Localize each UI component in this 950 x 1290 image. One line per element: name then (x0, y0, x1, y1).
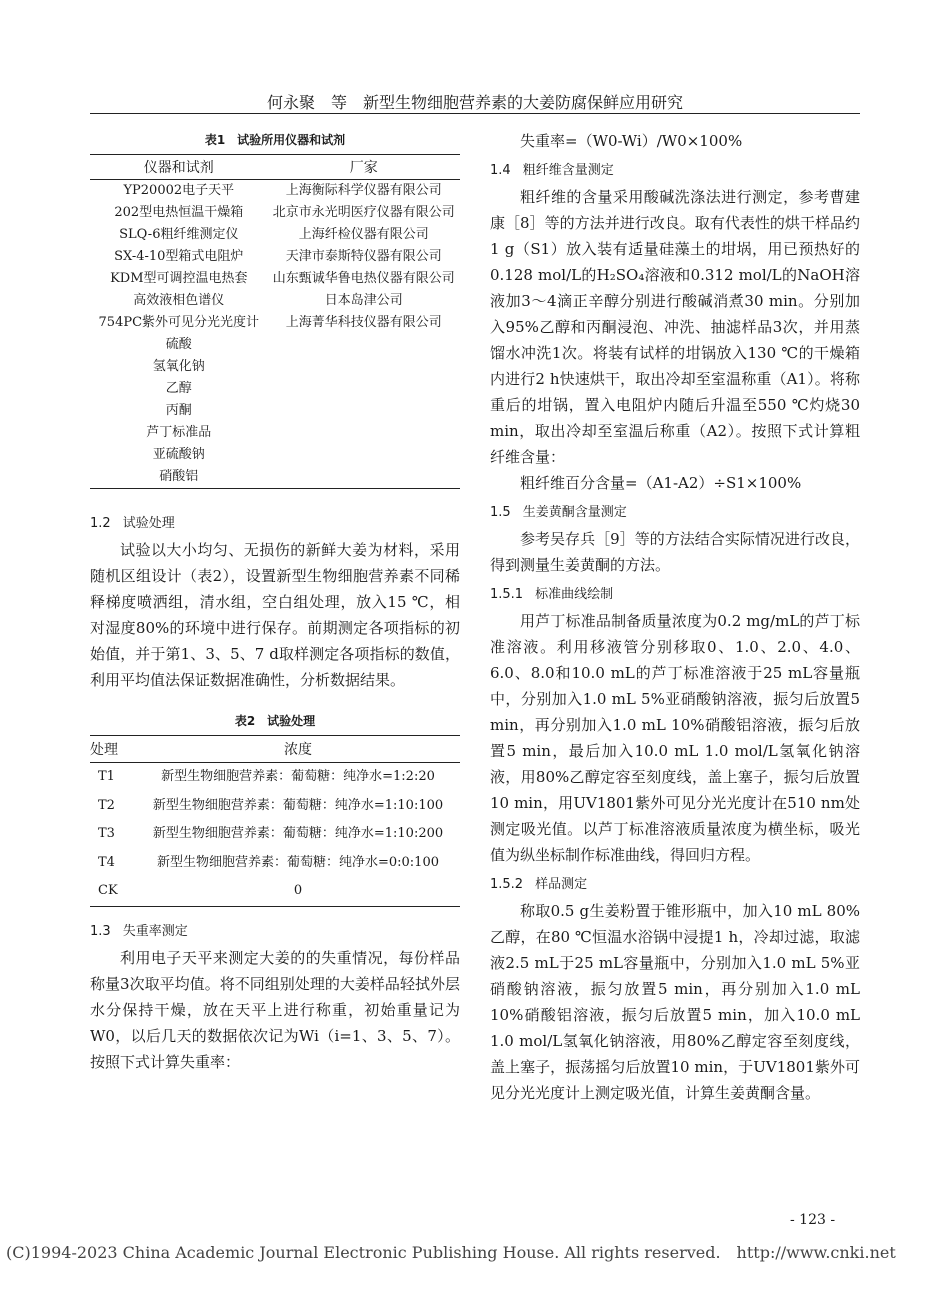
table1 (90, 154, 460, 489)
copyright-notice: (C)1994-2023 China Academic Journal Electronic Publishing House. All rights reserved. http://www.cnki.net (6, 1243, 896, 1262)
section-1-3-paragraph: 利用电子天平来测定大姜的的失重情况，每份样品称量3次取平均值。将不同组别处理的大姜样品轻拭外层水分保持干燥，放在天平上进行称重，初始重量记为W0，以后几天的数据依次记为Wi（i=1、3、5、7）。按照下式计算失重率： (90, 948, 460, 1071)
table1-cell: YP20002电子天平 (123, 183, 235, 198)
table1-cell (268, 334, 460, 356)
section-number: 1.4 (490, 163, 511, 178)
table2-cell: 新型生物细胞营养素：葡萄糖：纯净水=0:0:100 (156, 854, 439, 870)
section-1-5-heading (490, 500, 860, 526)
right-column (490, 128, 860, 1106)
table-row (90, 820, 460, 849)
section-number: 1.5.1 (490, 587, 524, 602)
weight-loss-formula: 失重率=（W0-Wi）/W0×100% (520, 132, 743, 150)
table1-cell (268, 356, 460, 378)
table-row (90, 849, 460, 878)
section-1-4-heading (490, 158, 860, 184)
table1-cell: 754PC紫外可见分光光度计 (98, 315, 260, 330)
table1-cell: 亚硫酸钠 (152, 447, 205, 462)
section-title: 生姜黄酮含量测定 (522, 505, 627, 520)
table-row (90, 290, 460, 312)
table1-cell (268, 444, 460, 466)
table2 (90, 735, 460, 907)
section-1-5-2-paragraph: 称取0.5 g生姜粉置于锥形瓶中，加入10 mL 80%乙醇，在80 ℃恒温水浴锅中浸提1 h，冷却过滤，取滤液2.5 mL于25 mL容量瓶中，分别加入1.0 mL 5%亚硝酸钠溶液，振匀放置5 min，再分别加入1.0 mL 10%硝酸铝溶液，振匀后放置5 min，加入10.0 mL 1.0 mol/L氢氧化钠溶液，用80%乙醇定容至刻度线，盖上塞子，振荡摇匀后放置10 min，于UV1801紫外可见分光光度计上测定吸光值，计算生姜黄酮含量。 (490, 902, 860, 1102)
section-title: 试验处理 (122, 516, 175, 531)
table-row (90, 224, 460, 246)
section-1-5-2-heading (490, 872, 860, 898)
table1-cell: 氢氧化钠 (152, 359, 205, 374)
section-1-2-heading (90, 511, 460, 537)
table2-caption: 表2 试验处理 (234, 714, 316, 728)
table2-header-treatment: 处理 (90, 736, 136, 763)
section-1-2-paragraph: 试验以大小均匀、无损伤的新鲜大姜为材料，采用随机区组设计（表2），设置新型生物细胞营养素不同稀释梯度喷洒组，清水组，空白组处理，放入15 ℃，相对湿度80%的环境中进行保存。前期测定各项指标的初始值，并于第1、3、5、7 d取样测定各项指标的数值，利用平均值法保证数据准确性，分析数据结果。 (90, 541, 460, 689)
section-number: 1.2 (90, 516, 111, 531)
table1-cell: SX-4-10型箱式电阻炉 (114, 249, 244, 264)
table1-cell: SLQ-6粗纤维测定仪 (119, 227, 239, 242)
section-1-3-heading (90, 919, 460, 945)
section-number: 1.5 (490, 505, 511, 520)
left-column (90, 128, 460, 1075)
section-title: 样品测定 (535, 877, 588, 892)
table2-cell: 0 (293, 883, 303, 898)
table1-cell: 上海衡际科学仪器有限公司 (285, 183, 442, 198)
table1-cell: 202型电热恒温干燥箱 (114, 205, 244, 220)
table2-body (90, 763, 460, 907)
page-number: - 123 - (790, 1212, 836, 1228)
table-row (90, 180, 460, 203)
table-row (90, 466, 460, 489)
table1-header-instrument: 仪器和试剂 (90, 155, 268, 180)
table-row (90, 378, 460, 400)
table1-cell: 高效液相色谱仪 (133, 293, 225, 308)
table1-cell: 芦丁标准品 (146, 425, 212, 440)
table2-cell: CK (98, 883, 118, 898)
section-number: 1.3 (90, 923, 111, 939)
section-title: 失重率测定 (122, 923, 188, 939)
table2-cell: T4 (98, 854, 115, 870)
table1-cell: 乙醇 (165, 381, 192, 396)
section-1-5-paragraph: 参考吴存兵［9］等的方法结合实际情况进行改良，得到测量生姜黄酮的方法。 (490, 530, 860, 574)
table2-header-concentration: 浓度 (136, 736, 460, 763)
table-row (90, 792, 460, 821)
table-row (90, 877, 460, 906)
section-1-5-1-heading (490, 582, 860, 608)
table1-cell (268, 466, 460, 489)
table-row (90, 312, 460, 334)
section-title: 标准曲线绘制 (535, 587, 614, 602)
crude-fiber-formula: 粗纤维百分含量=（A1-A2）÷S1×100% (520, 474, 802, 492)
section-1-5-1-paragraph: 用芦丁标准品制备质量浓度为0.2 mg/mL的芦丁标准溶液。利用移液管分别移取0、1.0、2.0、4.0、6.0、8.0和10.0 mL的芦丁标准溶液于25 mL容量瓶中，分别加入1.0 mL 5%亚硝酸钠溶液，振匀后放置5 min，再分别加入1.0 mL 10%硝酸铝溶液，振匀后放置5 min，最后加入10.0 mL 1.0 mol/L氢氧化钠溶液，用80%乙醇定容至刻度线，盖上塞子，振匀后放置10 min，用UV1801紫外可见分光光度计在510 nm处测定吸光值。以芦丁标准溶液质量浓度为横坐标，吸光值为纵坐标制作标准曲线，得回归方程。 (490, 612, 860, 864)
table1-cell: 硝酸铝 (159, 469, 199, 484)
table1-cell: 上海纤检仪器有限公司 (298, 227, 429, 242)
table2-cell: 新型生物细胞营养素：葡萄糖：纯净水=1:2:20 (161, 769, 435, 784)
table-row (90, 202, 460, 224)
table-row (90, 763, 460, 792)
table1-cell (268, 378, 460, 400)
header-rule (90, 113, 860, 114)
table2-cell: T1 (98, 769, 115, 784)
table-row (90, 400, 460, 422)
table1-cell: 日本岛津公司 (324, 293, 403, 308)
section-title: 粗纤维含量测定 (522, 163, 614, 178)
table1-cell: 上海菁华科技仪器有限公司 (285, 315, 442, 330)
table1-cell (268, 422, 460, 444)
table1-header-manufacturer: 厂家 (268, 155, 460, 180)
table2-cell: 新型生物细胞营养素：葡萄糖：纯净水=1:10:200 (152, 826, 444, 841)
table-row (90, 422, 460, 444)
section-1-4-paragraph: 粗纤维的含量采用酸碱洗涤法进行测定，参考曹建康［8］等的方法并进行改良。取有代表性的烘干样品约1 g（S1）放入装有适量硅藻土的坩埚，用已预热好的0.128 mol/L的H₂SO₄溶液和0.312 mol/L的NaOH溶液加3～4滴正辛醇分别进行酸碱消煮30 min。分别加入95%乙醇和丙酮浸泡、冲洗、抽滤样品3次，并用蒸馏水冲洗1次。将装有试样的坩锅放入130 ℃的干燥箱内进行2 h快速烘干，取出冷却至室温称重（A1）。将称重后的坩锅，置入电阻炉内随后升温至550 ℃灼烧30 min，取出冷却至室温后称重（A2）。按照下式计算粗纤维含量： (490, 188, 860, 466)
table1-body (90, 180, 460, 489)
table-row (90, 356, 460, 378)
table2-cell: T3 (98, 826, 115, 841)
table1-caption: 表1 试验所用仪器和试剂 (204, 133, 346, 147)
running-header: 何永聚 等 新型生物细胞营养素的大姜防腐保鲜应用研究 (266, 93, 683, 112)
table1-cell: 硫酸 (165, 337, 192, 352)
table2-cell: 新型生物细胞营养素：葡萄糖：纯净水=1:10:100 (152, 797, 444, 813)
table-row (90, 268, 460, 290)
table1-cell: 北京市永光明医疗仪器有限公司 (272, 205, 455, 220)
table1-cell: 天津市泰斯特仪器有限公司 (285, 249, 442, 264)
table1-cell (268, 400, 460, 422)
table-row (90, 334, 460, 356)
table2-cell: T2 (98, 797, 115, 813)
table1-cell: KDM型可调控温电热套 (110, 271, 248, 286)
table1-cell: 丙酮 (165, 403, 192, 418)
table-row (90, 444, 460, 466)
table1-cell: 山东甄诚华鲁电热仪器有限公司 (272, 271, 455, 286)
section-number: 1.5.2 (490, 877, 524, 892)
table-row (90, 246, 460, 268)
